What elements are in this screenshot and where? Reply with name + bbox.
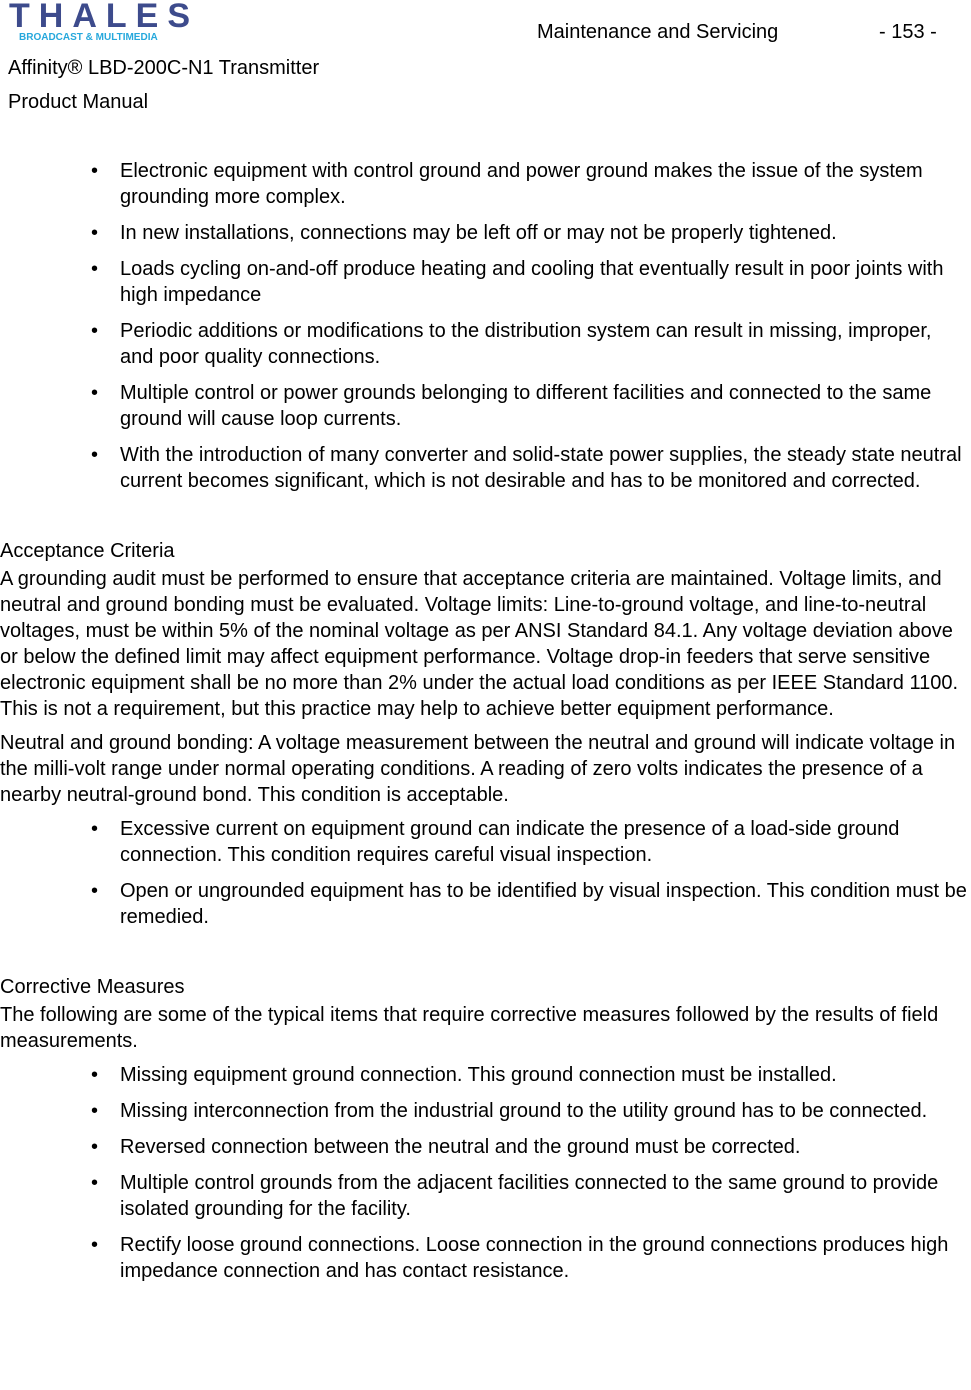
- acceptance-paragraph-1: A grounding audit must be performed to ensure that acceptance criteria are maintained. Voltage limits, and neutral and ground bonding must be evaluated. Voltage limits: Line-to-ground voltage, and line-to-neutral voltages, must be within 5% of the nominal voltage as per ANSI Standard 84.1. Any voltage deviation above or below the defined limit may affect equipment performance. Voltage drop-in feeders that serve sensitive electronic equipment shall be no more than 2% under the actual load conditions as per IEEE Standard 1100. This is not a requirement, but this practice may help to achieve better equipment performance.: [0, 568, 959, 720]
- list-item: • With the introduction of many converter and solid-state power supplies, the steady state neutral current becomes significant, which is not desirable and has to be monitored and corrected.: [0, 442, 971, 494]
- corrective-measures-heading: Corrective Measures: [0, 976, 185, 998]
- list-item: • Electronic equipment with control ground and power ground makes the issue of the system grounding more complex.: [0, 158, 971, 210]
- list-item: • In new installations, connections may be left off or may not be properly tightened.: [0, 220, 971, 246]
- list-item: • Multiple control or power grounds belonging to different facilities and connected to the same ground will cause loop currents.: [0, 380, 971, 432]
- list-item: • Rectify loose ground connections. Loose connection in the ground connections produces high impedance connection and has contact resistance.: [0, 1232, 971, 1284]
- section-title: Maintenance and Servicing: [537, 21, 779, 43]
- document-type: Product Manual: [8, 91, 149, 113]
- page-content: [0, 158, 971, 1294]
- list-item: • Loads cycling on-and-off produce heating and cooling that eventually result in poor joints with high impedance: [0, 256, 971, 308]
- list-item: • Missing interconnection from the industrial ground to the utility ground has to be connected.: [0, 1098, 971, 1124]
- acceptance-bullet-list: [0, 816, 971, 930]
- list-item: • Excessive current on equipment ground can indicate the presence of a load-side ground connection. This condition requires careful visual inspection.: [0, 816, 971, 868]
- logo-subtitle: BROADCAST & MULTIMEDIA: [19, 32, 158, 42]
- list-item: • Multiple control grounds from the adjacent facilities connected to the same ground to provide isolated grounding for the facility.: [0, 1170, 971, 1222]
- list-item: • Missing equipment ground connection. This ground connection must be installed.: [0, 1062, 971, 1088]
- product-name: Affinity® LBD-200C-N1 Transmitter: [8, 57, 320, 79]
- corrective-bullet-list: [0, 1062, 971, 1284]
- list-item: • Reversed connection between the neutral and the ground must be corrected.: [0, 1134, 971, 1160]
- thales-logo: [7, 0, 237, 42]
- list-item: • Open or ungrounded equipment has to be identified by visual inspection. This condition must be remedied.: [0, 878, 971, 930]
- acceptance-criteria-heading: Acceptance Criteria: [0, 540, 175, 562]
- page-number: - 153 -: [879, 21, 937, 43]
- corrective-paragraph: The following are some of the typical items that require corrective measures followed by the results of field measurements.: [0, 1004, 939, 1052]
- intro-bullet-list: [0, 158, 971, 494]
- list-item: • Periodic additions or modifications to the distribution system can result in missing, improper, and poor quality connections.: [0, 318, 971, 370]
- logo-wordmark: THALES: [9, 0, 199, 35]
- thales-logo-graphic: [7, 0, 237, 42]
- acceptance-paragraph-2: Neutral and ground bonding: A voltage measurement between the neutral and ground will indicate voltage in the milli-volt range under normal operating conditions. A reading of zero volts indicates the presence of a nearby neutral-ground bond. This condition is acceptable.: [0, 732, 956, 806]
